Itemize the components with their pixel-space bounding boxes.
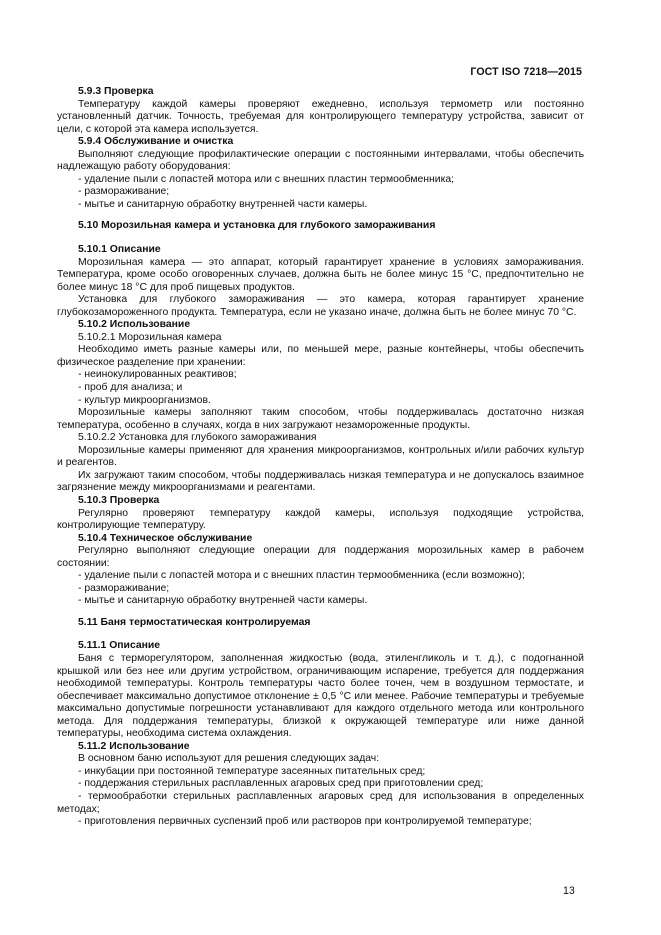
paragraph: Выполняют следующие профилактические операции с постоянными интервалами, чтобы обеспечить надлежащую работу оборудования: [57,148,584,173]
standard-header: ГОСТ ISO 7218—2015 [470,66,582,78]
paragraph: Температуру каждой камеры проверяют ежедневно, используя термометр или постоянно установленный датчик. Точность, требуемая для контролирующего температуру устройства, зависит от цели, с которой эта камера используется. [57,98,584,135]
paragraph: Морозильные камеры заполняют таким способом, чтобы поддерживалась достаточно низкая температура, особенно в случаях, когда в них загружают незамороженные продукты. [57,407,584,431]
list-item: - размораживание; [78,186,170,198]
list-item: - удаление пыли с лопастей мотора или с внешних пластин термообменника; [78,173,455,185]
list-item: - приготовления первичных суспензий проб или растворов при контролируемой температуре; [78,816,532,828]
section-heading: 5.11.2 Использование [78,740,190,752]
list-item: - мытье и санитарную обработку внутренней части камеры. [78,198,368,210]
list-item: - проб для анализа; и [78,382,183,394]
paragraph: Необходимо иметь разные камеры или, по меньшей мере, разные контейнеры, чтобы обеспечить физическое разделение при хранении: [57,344,584,368]
section-heading: 5.11 Баня термостатическая контролируемая [78,616,311,628]
paragraph: В основном баню используют для решения следующих задач: [78,753,380,765]
list-item: - мытье и санитарную обработку внутренней части камеры. [78,595,368,607]
section-heading: 5.11.1 Описание [78,640,161,652]
section-heading: 5.10 Морозильная камера и установка для глубокого замораживания [78,220,436,232]
paragraph: Регулярно выполняют следующие операции для поддержания морозильных камер в рабочем состоянии: [57,545,584,569]
paragraph: Их загружают таким способом, чтобы поддерживалась низкая температура и не допускалось взаимное загрязнение между микроорганизмами и реагентами. [57,469,584,494]
list-item: - размораживание; [78,582,170,594]
section-heading: 5.10.2 Использование [78,319,191,331]
section-heading: 5.9.3 Проверка [78,86,154,97]
document-body [57,86,584,829]
paragraph: Установка для глубокого замораживания — это камера, которая гарантирует хранение глубокозамороженного продукта. Температура, если не указано иначе, должна быть не более минус 70 °С. [57,294,584,318]
paragraph: Морозильные камеры применяют для хранения микроорганизмов, контрольных и/или рабочих культур и реагентов. [57,444,584,469]
section-heading: 5.9.4 Обслуживание и очистка [78,136,234,148]
list-item: - инкубации при постоянной температуре засеянных питательных сред; [78,765,426,777]
paragraph: Баня с терморегулятором, заполненная жидкостью (вода, этиленгликоль и т. д.), с подогнанной крышкой или без нее или другим устройством, ограничивающим испарение, требуется для поддержания необходимой температуры. Контроль температуры часто более точен, чем в воздушном термостате, и обеспечивает максимально допустимое отклонение ± 0,5 °С или менее. Рабочие температуры и требуемые максимально допустимые погрешности устанавливают для каждого отдельного метода или контрольного метода. Для поддержания температуры, близкой к окружающей температуре или ниже данной температуры, необходима система охлаждения. [57,652,584,740]
paragraph: Морозильная камера — это аппарат, который гарантирует хранение в условиях замораживания. Температура, кроме особо оговоренных случаев, должна быть не более минус 15 °С, предпочтительно не более минус 18 °С для проб пищевых продуктов. [57,256,584,293]
paragraph: - термообработки стерильных расплавленных агаровых сред для использования в определенных методах; [57,790,584,815]
paragraph: 5.10.2.1 Морозильная камера [78,331,222,343]
section-heading: 5.10.1 Описание [78,244,161,256]
list-item: - культур микроорганизмов. [78,394,211,406]
page-number: 13 [563,885,575,897]
paragraph: Регулярно проверяют температуру каждой камеры, используя подходящие устройства, контролирующие температуру. [57,507,584,532]
list-item: - поддержания стерильных расплавленных агаровых сред при приготовлении сред; [78,778,484,790]
section-heading: 5.10.3 Проверка [78,494,160,506]
list-item: - удаление пыли с лопастей мотора и с внешних пластин термообменника (если возможно); [78,570,525,582]
paragraph: 5.10.2.2 Установка для глубокого замораживания [78,432,317,444]
section-heading: 5.10.4 Техническое обслуживание [78,532,253,544]
list-item: - неинокулированных реактивов; [78,369,237,381]
